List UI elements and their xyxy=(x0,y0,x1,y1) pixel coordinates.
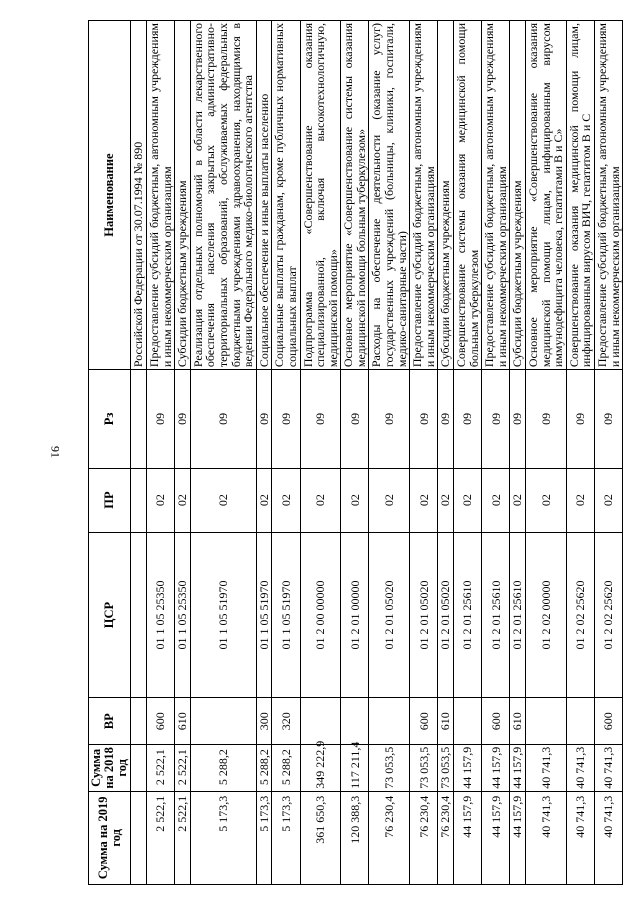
cell-pr: 02 xyxy=(526,468,567,532)
cell-csr: 01 2 01 05020 xyxy=(410,532,438,698)
cell-name: Совершенствование системы оказания медицинской помощи больным туберкулезом xyxy=(454,21,482,370)
table-row xyxy=(256,21,272,885)
cell-pr: 02 xyxy=(454,468,482,532)
cell-csr: 01 1 05 51970 xyxy=(272,532,300,698)
cell-sum-2019: 2 522,1 xyxy=(175,791,191,884)
cell-sum-2018: 73 053,5 xyxy=(369,745,410,792)
cell-pr: 02 xyxy=(256,468,272,532)
cell-sum-2019: 5 173,3 xyxy=(256,791,272,884)
table-row xyxy=(594,21,622,885)
cell-name: Социальные выплаты гражданам, кроме публичных нормативных социальных выплат xyxy=(272,21,300,370)
cell-name: Субсидии бюджетным учреждениям xyxy=(510,21,526,370)
header-pr: ПР xyxy=(89,468,131,532)
cell-pr xyxy=(131,468,147,532)
cell-rz: 09 xyxy=(526,370,567,468)
table-row xyxy=(300,21,341,885)
cell-sum-2019: 361 650,3 xyxy=(300,791,341,884)
cell-csr: 01 2 01 05020 xyxy=(438,532,454,698)
cell-csr: 01 1 05 51970 xyxy=(256,532,272,698)
cell-pr: 02 xyxy=(566,468,594,532)
cell-name: Субсидии бюджетным учреждениям xyxy=(175,21,191,370)
cell-sum-2019: 40 741,3 xyxy=(526,791,567,884)
header-vr: ВР xyxy=(89,698,131,745)
cell-vr: 600 xyxy=(146,698,174,745)
table-row xyxy=(190,21,256,885)
cell-sum-2018: 117 211,4 xyxy=(341,745,369,792)
cell-vr xyxy=(454,698,482,745)
cell-name: Подпрограмма «Совершенствование оказания специализированной, включая высокотехнологичную, медицинской помощи» xyxy=(300,21,341,370)
cell-vr xyxy=(526,698,567,745)
cell-rz: 09 xyxy=(146,370,174,468)
cell-vr: 300 xyxy=(256,698,272,745)
cell-pr: 02 xyxy=(482,468,510,532)
cell-rz: 09 xyxy=(454,370,482,468)
table-row xyxy=(131,21,147,885)
cell-pr: 02 xyxy=(341,468,369,532)
header-sum-2018: Сумма на 2018 год xyxy=(89,745,131,792)
cell-sum-2018: 349 222,9 xyxy=(300,745,341,792)
cell-csr: 01 1 05 25350 xyxy=(175,532,191,698)
cell-pr: 02 xyxy=(190,468,256,532)
cell-vr xyxy=(300,698,341,745)
table-row xyxy=(341,21,369,885)
cell-vr xyxy=(190,698,256,745)
cell-pr: 02 xyxy=(510,468,526,532)
cell-name: Основное мероприятие «Совершенствование оказания медицинской помощи лицам, инфицированным вирусом иммунодефицита человека, гепатитами В и С» xyxy=(526,21,567,370)
table-row xyxy=(510,21,526,885)
cell-csr: 01 2 01 05020 xyxy=(369,532,410,698)
cell-sum-2018: 40 741,3 xyxy=(594,745,622,792)
cell-name: Российской Федерации от 30.07.1994 № 890 xyxy=(131,21,147,370)
cell-vr: 600 xyxy=(410,698,438,745)
cell-sum-2019: 76 230,4 xyxy=(410,791,438,884)
cell-vr: 610 xyxy=(438,698,454,745)
cell-sum-2018: 5 288,2 xyxy=(190,745,256,792)
table-row xyxy=(272,21,300,885)
header-rz: Рз xyxy=(89,370,131,468)
budget-table xyxy=(88,20,623,885)
cell-csr: 01 2 00 00000 xyxy=(300,532,341,698)
cell-pr: 02 xyxy=(594,468,622,532)
header-csr: ЦСР xyxy=(89,532,131,698)
table-row xyxy=(526,21,567,885)
cell-sum-2018: 40 741,3 xyxy=(526,745,567,792)
cell-rz: 09 xyxy=(438,370,454,468)
cell-vr xyxy=(566,698,594,745)
cell-csr: 01 2 01 00000 xyxy=(341,532,369,698)
cell-pr: 02 xyxy=(369,468,410,532)
cell-rz: 09 xyxy=(369,370,410,468)
cell-sum-2019 xyxy=(131,791,147,884)
cell-name: Предоставление субсидий бюджетным, автономным учреждениям и иным некоммерческим организациям xyxy=(146,21,174,370)
cell-vr: 320 xyxy=(272,698,300,745)
cell-csr: 01 1 05 25350 xyxy=(146,532,174,698)
header-name: Наименование xyxy=(89,21,131,370)
cell-rz: 09 xyxy=(566,370,594,468)
cell-name: Расходы на обеспечение деятельности (оказание услуг) государственных учреждений (больницы, клиники, госпитали, медико-санитарные части) xyxy=(369,21,410,370)
cell-rz: 09 xyxy=(272,370,300,468)
cell-rz: 09 xyxy=(410,370,438,468)
cell-vr xyxy=(341,698,369,745)
table-row xyxy=(146,21,174,885)
table-row xyxy=(566,21,594,885)
table-row xyxy=(454,21,482,885)
cell-sum-2019: 76 230,4 xyxy=(438,791,454,884)
page-number: 91 xyxy=(48,446,63,458)
cell-sum-2019: 44 157,9 xyxy=(510,791,526,884)
cell-rz: 09 xyxy=(175,370,191,468)
cell-sum-2018: 2 522,1 xyxy=(175,745,191,792)
cell-vr: 600 xyxy=(594,698,622,745)
cell-sum-2019: 2 522,1 xyxy=(146,791,174,884)
cell-sum-2019: 40 741,3 xyxy=(594,791,622,884)
table-row xyxy=(438,21,454,885)
cell-rz: 09 xyxy=(510,370,526,468)
cell-sum-2018: 40 741,3 xyxy=(566,745,594,792)
cell-sum-2019: 44 157,9 xyxy=(454,791,482,884)
cell-sum-2018 xyxy=(131,745,147,792)
cell-pr: 02 xyxy=(438,468,454,532)
cell-name: Социальное обеспечение и иные выплаты населению xyxy=(256,21,272,370)
cell-rz: 09 xyxy=(341,370,369,468)
cell-pr: 02 xyxy=(146,468,174,532)
cell-csr: 01 2 02 00000 xyxy=(526,532,567,698)
cell-csr xyxy=(131,532,147,698)
cell-csr: 01 2 02 25620 xyxy=(566,532,594,698)
cell-sum-2019: 40 741,3 xyxy=(566,791,594,884)
cell-sum-2019: 44 157,9 xyxy=(482,791,510,884)
cell-vr xyxy=(131,698,147,745)
cell-vr: 610 xyxy=(510,698,526,745)
cell-pr: 02 xyxy=(272,468,300,532)
cell-rz xyxy=(131,370,147,468)
cell-vr: 600 xyxy=(482,698,510,745)
cell-csr: 01 2 01 25610 xyxy=(454,532,482,698)
cell-sum-2018: 73 053,5 xyxy=(410,745,438,792)
cell-name: Субсидии бюджетным учреждениям xyxy=(438,21,454,370)
cell-rz: 09 xyxy=(300,370,341,468)
cell-vr xyxy=(369,698,410,745)
cell-csr: 01 2 02 25620 xyxy=(594,532,622,698)
cell-sum-2019: 76 230,4 xyxy=(369,791,410,884)
cell-sum-2018: 2 522,1 xyxy=(146,745,174,792)
table-row xyxy=(410,21,438,885)
cell-rz: 09 xyxy=(256,370,272,468)
cell-name: Основное мероприятие «Совершенствование системы оказания медицинской помощи больным туберкулезом» xyxy=(341,21,369,370)
table-row xyxy=(175,21,191,885)
table-row xyxy=(482,21,510,885)
cell-sum-2018: 44 157,9 xyxy=(482,745,510,792)
cell-pr: 02 xyxy=(300,468,341,532)
cell-csr: 01 2 01 25610 xyxy=(482,532,510,698)
cell-vr: 610 xyxy=(175,698,191,745)
cell-name: Предоставление субсидий бюджетным, автономным учреждениям и иным некоммерческим организациям xyxy=(410,21,438,370)
table-body xyxy=(131,21,623,885)
cell-name: Совершенствование оказания медицинской помощи лицам, инфицированным вирусом ВИЧ, гепатитом В и С xyxy=(566,21,594,370)
cell-sum-2019: 120 388,3 xyxy=(341,791,369,884)
cell-sum-2018: 5 288,2 xyxy=(272,745,300,792)
cell-name: Предоставление субсидий бюджетным, автономным учреждениям и иным некоммерческим организациям xyxy=(594,21,622,370)
cell-csr: 01 2 01 25610 xyxy=(510,532,526,698)
rotated-table-container xyxy=(88,20,622,885)
cell-sum-2018: 5 288,2 xyxy=(256,745,272,792)
cell-name: Реализация отдельных полномочий в области лекарственного обеспечения населения закрытых административно-территориальных образований, обслуживаемых федеральных бюджетными учреждениями здравоохранения, находящимися в ведении Федерального медико-биологического агентства xyxy=(190,21,256,370)
table-row xyxy=(369,21,410,885)
cell-sum-2018: 44 157,9 xyxy=(510,745,526,792)
cell-sum-2018: 44 157,9 xyxy=(454,745,482,792)
cell-csr: 01 1 05 51970 xyxy=(190,532,256,698)
cell-pr: 02 xyxy=(410,468,438,532)
header-sum-2019: Сумма на 2019 год xyxy=(89,791,131,884)
table-header-row xyxy=(89,21,131,885)
cell-sum-2019: 5 173,3 xyxy=(190,791,256,884)
cell-rz: 09 xyxy=(594,370,622,468)
cell-sum-2019: 5 173,3 xyxy=(272,791,300,884)
cell-pr: 02 xyxy=(175,468,191,532)
cell-sum-2018: 73 053,5 xyxy=(438,745,454,792)
cell-rz: 09 xyxy=(190,370,256,468)
cell-rz: 09 xyxy=(482,370,510,468)
cell-name: Предоставление субсидий бюджетным, автономным учреждениям и иным некоммерческим организациям xyxy=(482,21,510,370)
